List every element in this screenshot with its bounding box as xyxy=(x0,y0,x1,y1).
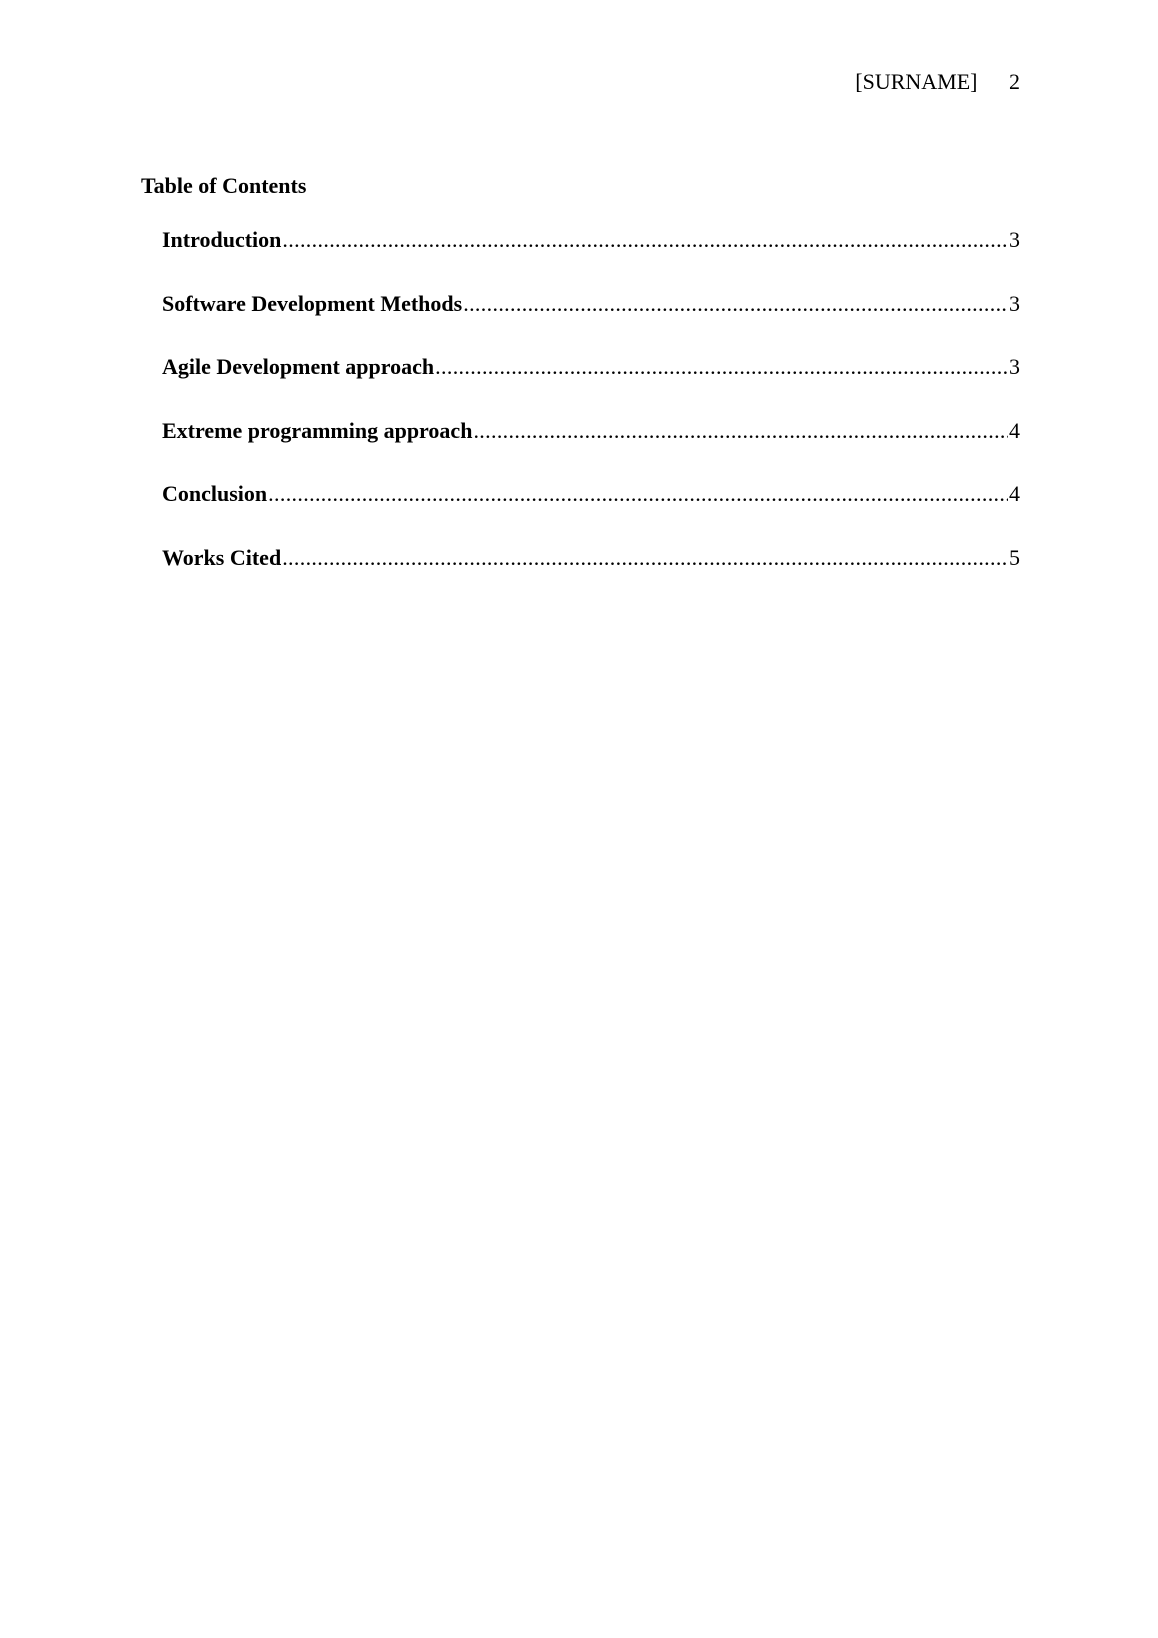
toc-entry-label[interactable]: Extreme programming approach xyxy=(162,417,473,443)
toc-entry-label[interactable]: Software Development Methods xyxy=(162,290,463,316)
toc-entry-label[interactable]: Introduction xyxy=(162,227,282,252)
toc-entry-label[interactable]: Conclusion xyxy=(162,481,268,506)
toc-dot-leader xyxy=(268,480,1008,508)
header-surname: [SURNAME] xyxy=(855,69,978,94)
toc-entry-works-cited[interactable] xyxy=(162,544,1020,608)
toc-entry-label[interactable]: Works Cited xyxy=(162,544,282,570)
toc-dot-leader xyxy=(282,226,1008,254)
toc-entry-introduction[interactable] xyxy=(162,226,1020,290)
toc-list xyxy=(162,226,1020,607)
toc-dot-leader xyxy=(282,544,1008,572)
toc-entry-extreme-programming-approach[interactable] xyxy=(162,417,1020,481)
toc-entry-label[interactable]: Agile Development approach xyxy=(162,354,435,379)
toc-entry-conclusion[interactable] xyxy=(162,480,1020,544)
toc-entry-page: 3 xyxy=(1009,290,1020,316)
toc-entry-agile-development-approach[interactable] xyxy=(162,353,1020,417)
toc-entry-page: 4 xyxy=(1009,417,1020,443)
toc-title: Table of Contents xyxy=(141,173,307,198)
toc-entry-page: 4 xyxy=(1009,481,1020,506)
header-page-number: 2 xyxy=(1009,69,1020,94)
toc-entry-page: 5 xyxy=(1009,544,1020,570)
toc-dot-leader xyxy=(435,353,1008,381)
toc-entry-page: 3 xyxy=(1009,354,1020,379)
toc-dot-leader xyxy=(463,290,1008,318)
running-header xyxy=(855,68,1020,96)
toc-entry-software-development-methods[interactable] xyxy=(162,290,1020,354)
toc-dot-leader xyxy=(473,417,1008,445)
toc-entry-page: 3 xyxy=(1009,227,1020,252)
